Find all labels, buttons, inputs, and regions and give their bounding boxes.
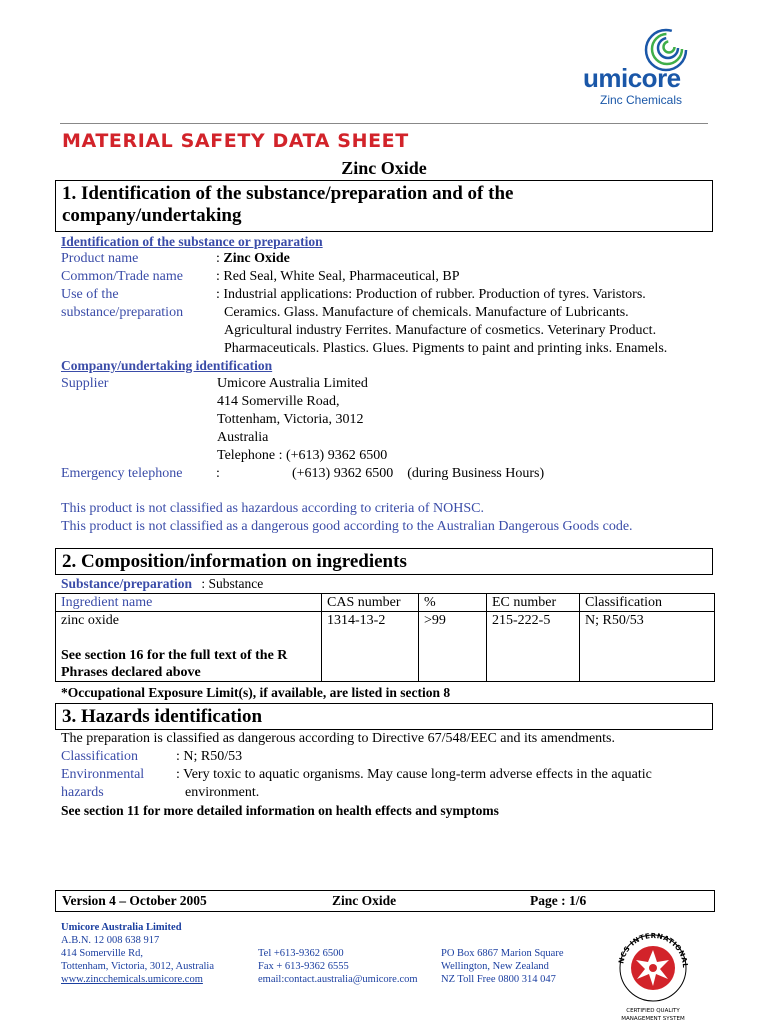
ingredient-cell — [56, 612, 322, 682]
supplier-line: Australia — [217, 430, 269, 445]
column-header: Ingredient name — [56, 594, 322, 612]
use-label-line-1: Use of the — [61, 287, 119, 302]
page-footer — [55, 890, 715, 912]
badge-caption-1: CERTIFIED QUALITY — [626, 1008, 680, 1014]
table-header-row — [56, 594, 715, 612]
environmental-value-line: : Very toxic to aquatic organisms. May cause long-term adverse effects in the aquatic — [176, 767, 652, 782]
emergency-value: (+613) 9362 6500 (during Business Hours) — [292, 466, 545, 481]
ec-number-cell: 215-222-5 — [487, 612, 580, 682]
website-link[interactable]: www.zincchemicals.umicore.com — [61, 974, 203, 985]
fax: Fax + 613-9362 6555 — [258, 961, 349, 972]
substance-value: : Substance — [201, 576, 264, 591]
badge-caption-2: MANAGEMENT SYSTEM — [621, 1016, 685, 1022]
section-1-heading — [55, 180, 713, 232]
product-name-value: : Zinc Oxide — [216, 251, 290, 266]
emergency-colon: : — [216, 466, 220, 481]
column-header: EC number — [487, 594, 580, 612]
footer-page-number: Page : 1/6 — [530, 893, 587, 908]
section-3-heading: 3. Hazards identification — [55, 703, 713, 730]
ingredients-table — [55, 593, 715, 682]
cas-number-cell: 1314-13-2 — [322, 612, 419, 682]
subsection-identification: Identification of the substance or preparation — [61, 234, 323, 249]
badge-ring-text: NCS INTERNATIONAL — [617, 931, 690, 969]
product-name-label: Product name — [61, 251, 139, 266]
product-title: Zinc Oxide — [341, 158, 427, 178]
city-address: Tottenham, Victoria, 3012, Australia — [61, 961, 214, 972]
trade-name-value: : Red Seal, White Seal, Pharmaceutical, BP — [216, 269, 460, 284]
footer-address-nz — [441, 947, 564, 986]
use-value-line: : Industrial applications: Production of rubber. Production of tyres. Varistors. — [216, 287, 646, 302]
r-phrase-note: Phrases declared above — [61, 665, 201, 680]
section-1-heading-line-2: company/undertaking — [62, 205, 242, 226]
column-header: % — [419, 594, 487, 612]
po-box: PO Box 6867 Marion Square — [441, 948, 564, 959]
classification-cell: N; R50/53 — [580, 612, 715, 682]
supplier-line: Telephone : (+613) 9362 6500 — [217, 448, 388, 463]
column-header: CAS number — [322, 594, 419, 612]
substance-row — [61, 576, 263, 592]
header-divider — [60, 123, 708, 124]
substance-label: Substance/preparation — [61, 576, 193, 591]
use-value-line: Agricultural industry Ferrites. Manufacture of cosmetics. Veterinary Product. — [224, 323, 657, 338]
percent-cell: >99 — [419, 612, 487, 682]
ingredient-name: zinc oxide — [61, 613, 119, 628]
environmental-label-line-2: hazards — [61, 785, 104, 800]
trade-name-label: Common/Trade name — [61, 269, 183, 284]
oel-note: *Occupational Exposure Limit(s), if available, are listed in section 8 — [61, 685, 451, 700]
environmental-label-line-1: Environmental — [61, 767, 145, 782]
ncs-quality-badge-icon — [612, 928, 694, 1024]
logo-subtitle: Zinc Chemicals — [600, 93, 683, 107]
section-2-heading: 2. Composition/information on ingredients — [55, 548, 713, 575]
nz-toll-free: NZ Toll Free 0800 314 047 — [441, 974, 556, 985]
column-header: Classification — [580, 594, 715, 612]
emergency-label: Emergency telephone — [61, 466, 183, 481]
company-name: Umicore Australia Limited — [61, 922, 182, 933]
environmental-value — [176, 766, 652, 802]
use-value-line: Pharmaceuticals. Plastics. Glues. Pigments to paint and printing inks. Enamels. — [224, 341, 668, 356]
subsection-company: Company/undertaking identification — [61, 358, 273, 373]
supplier-line: Tottenham, Victoria, 3012 — [217, 412, 364, 427]
supplier-label: Supplier — [61, 376, 109, 391]
environmental-value-line: environment. — [185, 785, 260, 800]
footer-version: Version 4 – October 2005 — [62, 893, 207, 908]
footer-address-company — [61, 921, 214, 986]
supplier-line: Umicore Australia Limited — [217, 376, 368, 391]
use-label-line-2: substance/preparation — [61, 305, 184, 320]
footer-product: Zinc Oxide — [332, 893, 397, 908]
supplier-address — [217, 375, 387, 465]
see-section-11-note: See section 11 for more detailed information on health effects and symptoms — [61, 803, 499, 818]
use-value — [216, 286, 667, 358]
email[interactable]: email:contact.australia@umicore.com — [258, 974, 418, 985]
r-phrase-note: See section 16 for the full text of the R — [61, 648, 288, 663]
footer-address-contact — [258, 947, 418, 986]
street-address: 414 Somerville Rd, — [61, 948, 143, 959]
umicore-logo-text: umicore — [583, 63, 681, 93]
supplier-line: 414 Somerville Road, — [217, 394, 340, 409]
classification-label: Classification — [61, 749, 138, 764]
telephone: Tel +613-9362 6500 — [258, 948, 344, 959]
use-value-line: Ceramics. Glass. Manufacture of chemicals. Manufacture of Lubricants. — [224, 305, 629, 320]
classification-note-1: This product is not classified as hazardous according to criteria of NOHSC. — [61, 501, 485, 516]
table-row — [56, 612, 715, 682]
classification-value: : N; R50/53 — [176, 749, 243, 764]
abn: A.B.N. 12 008 638 917 — [61, 935, 160, 946]
hazard-intro: The preparation is classified as dangerous according to Directive 67/548/EEC and its amendments. — [61, 731, 616, 746]
nz-city: Wellington, New Zealand — [441, 961, 549, 972]
sheet-title: MATERIAL SAFETY DATA SHEET — [62, 130, 409, 152]
section-1-heading-line-1: 1. Identification of the substance/preparation and of the — [62, 183, 514, 204]
classification-note-2: This product is not classified as a dangerous good according to the Australian Dangerous Goods code. — [61, 519, 633, 534]
